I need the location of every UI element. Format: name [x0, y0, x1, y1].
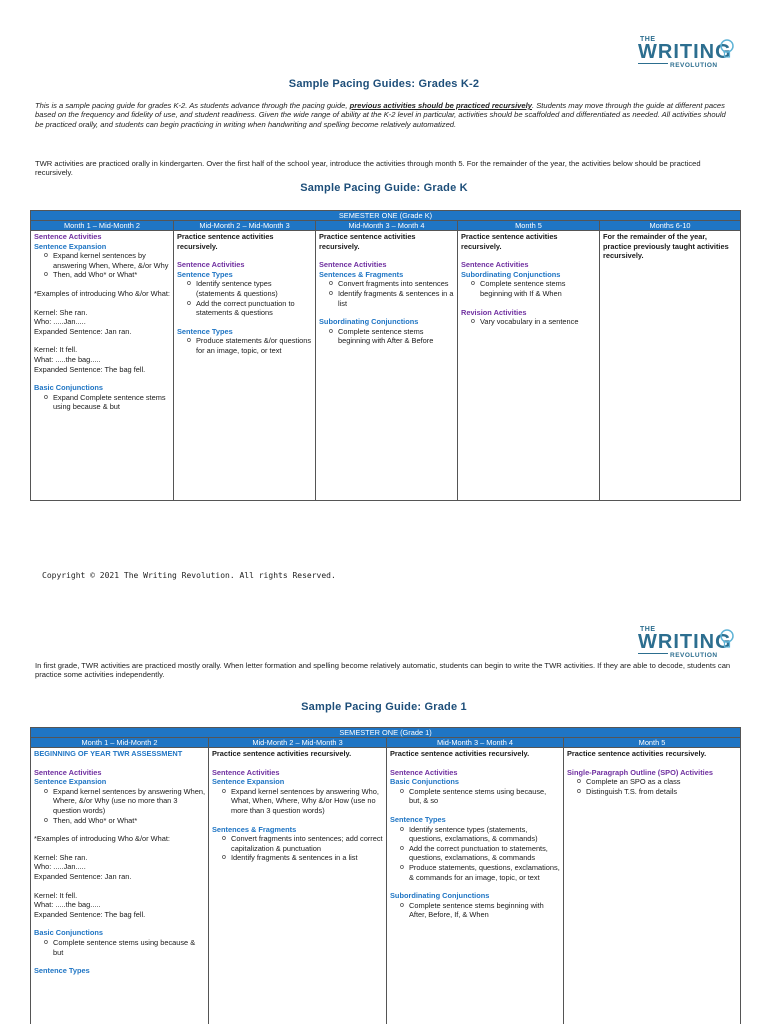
column-header: Mid-Month 3 – Month 4	[387, 738, 564, 748]
example-line: Expanded Sentence: The bag fell.	[34, 909, 146, 919]
section-subheading: Sentence Types	[177, 269, 233, 279]
example-line: Expanded Sentence: The bag fell.	[34, 364, 146, 374]
example-line: Kernel: It fell.	[34, 345, 78, 355]
examples-note: *Examples of introducing Who &/or What:	[34, 288, 170, 298]
table-cell	[174, 231, 316, 501]
list-item: o Add the correct punctuation to statements, questions, exclamations, & commands	[400, 844, 560, 863]
grade-1-table	[30, 727, 741, 1024]
writing-revolution-logo	[638, 626, 734, 660]
cell-lead: Practice sentence activities recursively.	[319, 232, 416, 251]
list-item: o Expand kernel sentences by answering Who, What, When, Where, Why &/or How (use no more than 3 question words)	[222, 787, 383, 816]
list-item: o Identify sentence types (statements & questions)	[187, 279, 312, 298]
intro-paragraph	[35, 101, 735, 129]
section-heading: Revision Activities	[461, 307, 527, 317]
section-heading: Sentence Activities	[34, 232, 102, 241]
logo-revolution: REVOLUTION	[670, 652, 718, 659]
column-header: Mid-Month 3 – Month 4	[316, 221, 458, 231]
example-line: Who: .....Jan.....	[34, 862, 86, 872]
section-heading: Sentence Activities	[461, 260, 529, 270]
column-header: Month 1 – Mid-Month 2	[31, 221, 174, 231]
intro-text-post: . Students may move through the guide at different paces based on the frequency and fidelity of use, and student readiness. Given the wide range of ability at the K-2 level in particular, activities should be scaffolded and differentiated as needed. All activities should be practiced orally, and students can begin practicing in writing when handwriting and spelling become relatively automatized.	[35, 101, 726, 129]
list-item: o Complete sentence stems using because, but, & so	[400, 787, 560, 806]
list-item: o Complete sentence stems beginning with After & Before	[329, 327, 454, 346]
semester-header: SEMESTER ONE (Grade K)	[31, 211, 741, 221]
example-line: What: .....the bag.....	[34, 900, 101, 910]
section-heading: Sentence Activities	[177, 260, 245, 270]
logo-word: WRITING	[638, 631, 732, 653]
cell-lead: Practice sentence activities recursively.	[212, 749, 352, 758]
table-cell	[458, 231, 600, 501]
grade-1-title: Sample Pacing Guide: Grade 1	[301, 701, 467, 713]
section-subheading: Sentence Types	[34, 966, 90, 976]
list-item: o Produce statements &/or questions for an image, topic, or text	[187, 336, 312, 355]
section-subheading: Subordinating Conjunctions	[390, 891, 490, 901]
list-item: o Expand kernel sentences by answering When, Where, &/or Why (use no more than 3 question words)	[44, 787, 205, 816]
example-line: Kernel: She ran.	[34, 852, 88, 862]
logo-the: THE	[640, 626, 656, 633]
list-item: o Convert fragments into sentences	[329, 279, 454, 289]
semester-header: SEMESTER ONE (Grade 1)	[31, 728, 741, 738]
grade-k-table	[30, 210, 741, 501]
grade1-intro: In first grade, TWR activities are practiced mostly orally. When letter formation and spelling become relatively automatic, students can begin to write the TWR activities. If they are able to decode, students can practice some activities independently.	[35, 661, 731, 680]
column-header: Month 5	[564, 738, 741, 748]
cell-lead: Practice sentence activities recursively.	[461, 232, 558, 251]
example-line: Kernel: She ran.	[34, 307, 88, 317]
writing-revolution-logo	[638, 36, 734, 70]
section-heading: Sentence Activities	[34, 767, 102, 777]
example-line: Expanded Sentence: Jan ran.	[34, 871, 132, 881]
section-subheading: Sentence Types	[390, 814, 446, 824]
list-item: o Complete sentence stems beginning with After, Before, If, & When	[400, 901, 560, 920]
list-item: o Then, add Who* or What*	[44, 270, 170, 280]
logo-line	[638, 653, 668, 654]
cell-lead: Practice sentence activities recursively.	[567, 749, 707, 758]
logo-the: THE	[640, 36, 656, 43]
list-item: o Expand Complete sentence stems using because & but	[44, 393, 170, 412]
list-item: o Complete sentence stems using because & but	[44, 938, 205, 957]
section-heading: Sentence Activities	[212, 767, 280, 777]
column-header: Mid-Month 2 – Mid-Month 3	[174, 221, 316, 231]
lightbulb-icon	[720, 38, 734, 60]
section-heading: Sentence Activities	[319, 260, 387, 270]
copyright: Copyright © 2021 The Writing Revolution. All rights Reserved.	[42, 571, 336, 580]
section-subheading: Basic Conjunctions	[34, 928, 103, 938]
list-item: o Add the correct punctuation to statements & questions	[187, 299, 312, 318]
table-cell	[31, 231, 174, 501]
logo-word: WRITING	[638, 41, 732, 63]
cell-lead: Practice sentence activities recursively.	[177, 232, 274, 251]
list-item: o Identify fragments & sentences in a list	[329, 289, 454, 308]
table-cell	[600, 231, 741, 501]
example-line: What: .....the bag.....	[34, 354, 101, 364]
list-item: o Complete sentence stems beginning with If & When	[471, 279, 596, 298]
table-cell	[564, 748, 741, 1024]
table-cell	[31, 748, 209, 1024]
column-header: Mid-Month 2 – Mid-Month 3	[209, 738, 387, 748]
section-heading: Sentence Activities	[390, 767, 458, 777]
cell-lead: For the remainder of the year, practice previously taught activities recursively.	[603, 232, 729, 261]
cell-lead: Practice sentence activities recursively.	[390, 749, 530, 758]
example-line: Expanded Sentence: Jan ran.	[34, 326, 132, 336]
section-subheading: Basic Conjunctions	[34, 383, 103, 393]
lightbulb-icon	[720, 628, 734, 650]
logo-line	[638, 63, 668, 64]
list-item: o Vary vocabulary in a sentence	[471, 317, 596, 327]
example-line: Kernel: It fell.	[34, 890, 78, 900]
table-cell	[209, 748, 387, 1024]
list-item: o Identify sentence types (statements, questions, exclamations, & commands)	[400, 825, 560, 844]
page-title: Sample Pacing Guides: Grades K-2	[288, 78, 480, 90]
list-item: o Then, add Who* or What*	[44, 816, 205, 826]
examples-note: *Examples of introducing Who &/or What:	[34, 834, 170, 844]
column-header: Month 5	[458, 221, 600, 231]
column-header: Month 1 – Mid-Month 2	[31, 738, 209, 748]
intro-text-emph: previous activities should be practiced recursively	[349, 101, 532, 110]
section-subheading: Subordinating Conjunctions	[319, 317, 419, 327]
section-subheading: Sentences & Fragments	[319, 269, 404, 279]
list-item: o Identify fragments & sentences in a list	[222, 853, 383, 863]
list-item: o Produce statements, questions, exclamations, & commands for an image, topic, or text	[400, 863, 560, 882]
section-heading: Single-Paragraph Outline (SPO) Activities	[567, 767, 713, 777]
intro-text-pre: This is a sample pacing guide for grades K-2. As students advance through the pacing guide,	[35, 101, 350, 110]
column-header: Months 6-10	[600, 221, 741, 231]
list-item: o Expand kernel sentences by answering When, Where, &/or Why	[44, 251, 170, 270]
logo-revolution: REVOLUTION	[670, 62, 718, 69]
example-line: Who: .....Jan.....	[34, 317, 86, 327]
grade-k-title: Sample Pacing Guide: Grade K	[300, 182, 468, 194]
section-subheading: Sentences & Fragments	[212, 824, 297, 834]
section-subheading: Basic Conjunctions	[390, 777, 459, 787]
list-item: o Convert fragments into sentences; add correct capitalization & punctuation	[222, 834, 383, 853]
section-subheading: Sentence Expansion	[34, 241, 107, 251]
section-subheading: Sentence Types	[177, 326, 233, 336]
cell-lead: BEGINNING OF YEAR TWR ASSESSMENT	[34, 749, 183, 758]
section-subheading: Subordinating Conjunctions	[461, 269, 561, 279]
section-subheading: Sentence Expansion	[212, 777, 285, 787]
table-cell	[387, 748, 564, 1024]
list-item: o Distinguish T.S. from details	[577, 787, 737, 797]
kindergarten-note: TWR activities are practiced orally in kindergarten. Over the first half of the school year, introduce the activities through month 5. For the remainder of the year, the activities below should be practiced recursively.	[35, 159, 701, 178]
section-subheading: Sentence Expansion	[34, 777, 107, 787]
table-cell	[316, 231, 458, 501]
list-item: o Complete an SPO as a class	[577, 777, 737, 787]
